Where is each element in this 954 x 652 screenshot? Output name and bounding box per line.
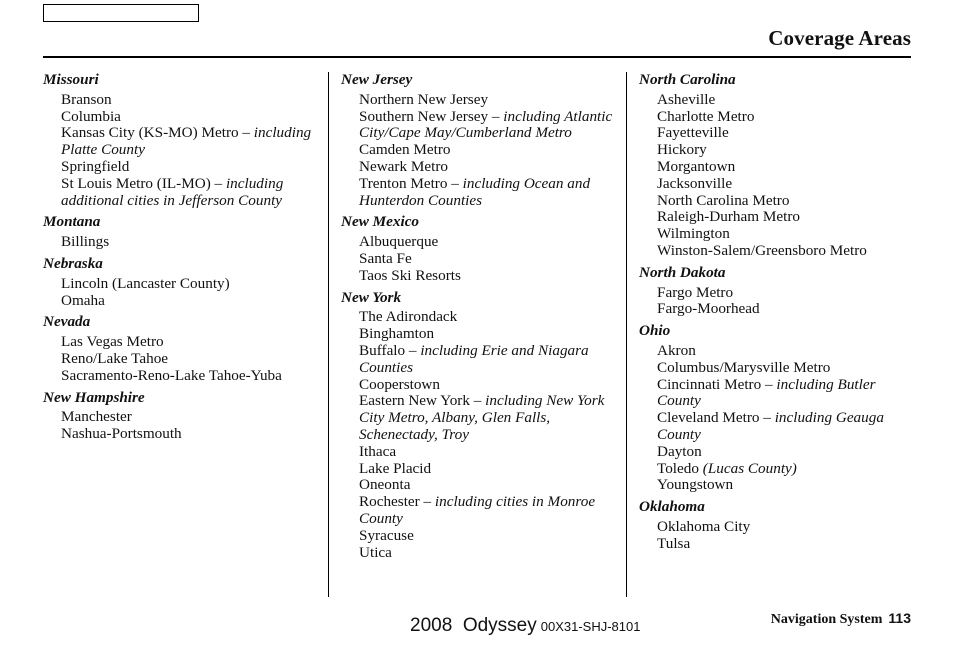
city-name: Fayetteville (657, 124, 729, 142)
city-item (43, 92, 323, 109)
city-name: Akron (657, 341, 696, 359)
city-name: Buffalo – (359, 341, 417, 359)
city-item (639, 125, 914, 142)
city-item (639, 360, 914, 377)
city-name: Raleigh-Durham Metro (657, 208, 800, 226)
city-item (639, 92, 914, 109)
city-item (341, 444, 621, 461)
city-name: Winston-Salem/Greensboro Metro (657, 241, 867, 259)
city-name: Hickory (657, 141, 707, 159)
state-heading: New York (341, 288, 402, 306)
city-item (341, 92, 621, 109)
city-item (639, 461, 914, 478)
coverage-column-2 (341, 69, 621, 566)
city-name: Cooperstown (359, 375, 440, 393)
city-name: Eastern New York – (359, 392, 482, 410)
city-name: Branson (61, 90, 112, 108)
state-heading: Nevada (43, 313, 91, 331)
city-note: including Atlantic City/Cape May/Cumberland Metro (359, 107, 613, 142)
city-item (639, 519, 914, 536)
title-divider (43, 56, 911, 58)
city-item (639, 343, 914, 360)
city-item (341, 393, 621, 443)
city-item (43, 368, 323, 385)
city-item (639, 477, 914, 494)
city-item (341, 461, 621, 478)
city-name: Youngstown (657, 476, 734, 494)
city-name: Sacramento-Reno-Lake Tahoe-Yuba (61, 366, 282, 384)
city-name: Fargo-Moorhead (657, 300, 760, 318)
city-note: including Geauga County (657, 409, 884, 443)
city-item (341, 494, 621, 528)
city-item (43, 334, 323, 351)
city-name: Albuquerque (359, 233, 439, 251)
city-name: Las Vegas Metro (61, 333, 164, 351)
city-name: Jacksonville (657, 174, 733, 192)
city-name: Columbus/Marysville Metro (657, 358, 831, 376)
column-divider-1 (328, 72, 329, 597)
footer-model (410, 615, 640, 637)
city-name: Columbia (61, 107, 121, 125)
city-item (341, 326, 621, 343)
city-item (639, 209, 914, 226)
city-item (341, 477, 621, 494)
city-name: Cleveland Metro – (657, 409, 771, 427)
state-heading: New Jersey (341, 71, 413, 88)
city-name: The Adirondack (359, 308, 458, 326)
state-group (43, 256, 323, 309)
city-item (341, 343, 621, 377)
city-name: Northern New Jersey (359, 90, 489, 108)
city-name: Dayton (657, 442, 702, 460)
city-name: Tulsa (657, 534, 691, 552)
city-item (341, 251, 621, 268)
state-heading: Nebraska (43, 254, 103, 272)
city-name: Trenton Metro – (359, 174, 459, 192)
city-name: Fargo Metro (657, 283, 734, 301)
city-note: including cities in Monroe County (359, 493, 596, 527)
city-note: including Butler County (657, 375, 876, 410)
state-group (43, 314, 323, 384)
city-name: Newark Metro (359, 157, 448, 175)
city-name: Toledo (657, 459, 699, 477)
city-note: including New York City Metro, Albany, Glen Falls, Schenectady, Troy (359, 392, 605, 443)
header-tab-box (43, 4, 199, 22)
city-item (639, 226, 914, 243)
state-group (43, 390, 323, 443)
city-name: Syracuse (359, 526, 414, 544)
state-group (639, 265, 914, 318)
city-item (639, 410, 914, 444)
city-name: Asheville (657, 90, 716, 108)
city-item (639, 444, 914, 461)
city-name: Camden Metro (359, 141, 451, 159)
city-item (341, 545, 621, 562)
city-name: Lake Placid (359, 459, 432, 477)
state-heading: Montana (43, 213, 101, 231)
city-name: Billings (61, 233, 110, 251)
city-item (639, 142, 914, 159)
city-item (43, 234, 323, 251)
city-item (341, 234, 621, 251)
city-name: Rochester – (359, 493, 432, 511)
city-item (341, 528, 621, 545)
city-item (341, 268, 621, 285)
city-item (43, 276, 323, 293)
city-name: Manchester (61, 408, 132, 426)
city-name: Wilmington (657, 225, 730, 243)
city-note: including Erie and Niagara Counties (359, 341, 589, 376)
city-item (639, 285, 914, 302)
city-item (43, 125, 323, 159)
state-heading: North Dakota (639, 263, 726, 281)
city-name: Reno/Lake Tahoe (61, 349, 169, 367)
city-item (43, 351, 323, 368)
city-note: including additional cities in Jefferson County (61, 174, 284, 209)
city-item (43, 409, 323, 426)
city-item (639, 159, 914, 176)
city-name: Kansas City (KS-MO) Metro – (61, 124, 250, 142)
city-name: North Carolina Metro (657, 191, 790, 209)
city-note: (Lucas County) (702, 459, 797, 477)
footer-section (771, 610, 911, 628)
page-number: 113 (888, 610, 911, 626)
city-item (43, 176, 323, 210)
city-item (43, 159, 323, 176)
city-name: St Louis Metro (IL-MO) – (61, 174, 223, 192)
city-name: Santa Fe (359, 249, 412, 267)
city-item (639, 301, 914, 318)
city-note: including Ocean and Hunterdon Counties (359, 174, 591, 209)
city-item (341, 142, 621, 159)
footer-model-name: 2008 Odyssey (410, 615, 537, 636)
city-item (341, 109, 621, 143)
city-name: Lincoln (Lancaster County) (61, 274, 230, 292)
city-item (43, 109, 323, 126)
city-item (341, 309, 621, 326)
city-name: Cincinnati Metro – (657, 375, 773, 393)
city-item (341, 176, 621, 210)
page-title: Coverage Areas (768, 26, 911, 50)
city-note: including Platte County (61, 124, 312, 159)
state-heading: New Hampshire (43, 388, 145, 406)
state-heading: New Mexico (341, 213, 420, 231)
state-group (341, 214, 621, 284)
city-name: Charlotte Metro (657, 107, 755, 125)
state-group (341, 72, 621, 209)
city-item (341, 377, 621, 394)
coverage-column-1 (43, 69, 323, 448)
city-item (341, 159, 621, 176)
city-name: Oklahoma City (657, 517, 751, 535)
city-name: Morgantown (657, 157, 736, 175)
state-group (639, 499, 914, 552)
state-group (43, 214, 323, 251)
city-item (43, 293, 323, 310)
city-name: Springfield (61, 157, 130, 175)
coverage-column-3 (639, 69, 914, 558)
city-name: Ithaca (359, 442, 397, 460)
state-group (639, 72, 914, 260)
state-group (43, 72, 323, 209)
state-group (341, 290, 621, 562)
city-name: Southern New Jersey – (359, 107, 500, 125)
city-item (639, 377, 914, 411)
city-name: Taos Ski Resorts (359, 266, 461, 284)
state-heading: Oklahoma (639, 498, 705, 516)
city-name: Oneonta (359, 476, 411, 494)
city-name: Omaha (61, 291, 105, 309)
state-group (639, 323, 914, 494)
city-item (639, 243, 914, 260)
footer-model-code: 00X31-SHJ-8101 (540, 619, 641, 634)
city-item (639, 176, 914, 193)
city-item (43, 426, 323, 443)
city-name: Utica (359, 543, 392, 561)
city-name: Binghamton (359, 325, 435, 343)
city-item (639, 536, 914, 553)
city-name: Nashua-Portsmouth (61, 425, 182, 443)
footer-section-name: Navigation System (770, 612, 883, 627)
column-divider-2 (626, 72, 627, 597)
state-heading: North Carolina (639, 71, 736, 88)
city-item (639, 109, 914, 126)
city-item (639, 193, 914, 210)
state-heading: Ohio (639, 322, 671, 340)
state-heading: Missouri (43, 71, 99, 88)
